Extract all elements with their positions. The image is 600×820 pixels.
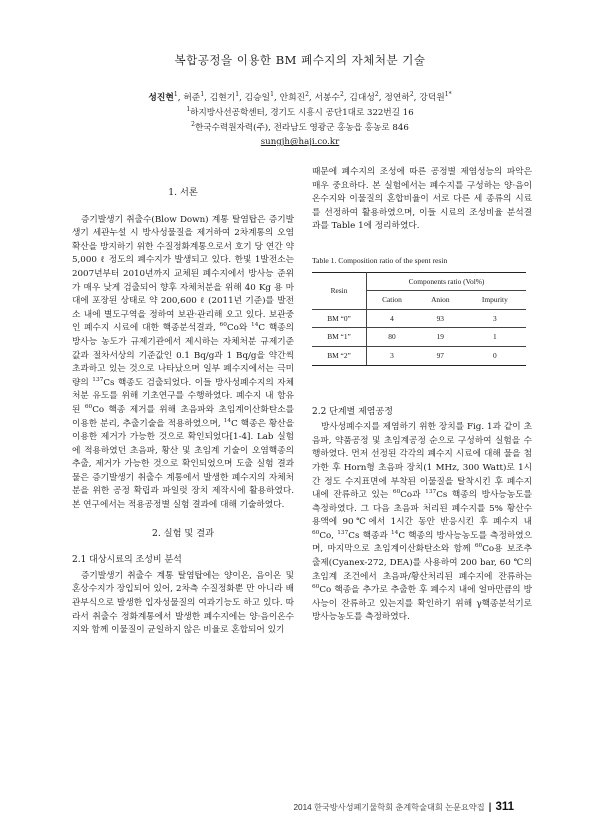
section-intro-heading: 1. 서론 — [168, 187, 198, 198]
composition-table — [312, 272, 526, 366]
exp-paragraph-1: 증기발생기 취출수 계통 탈염탑에는 양이온, 음이온 및 혼상수지가 장입되어 있어, 2차측 수질정화뿐 만 아니라 배관부식으로 발생한 입자성물질의 여과기능도 하고 있다. 따라서 취출수 정화계통에서 발생한 폐수지에는 양·음이온수지와 함께 이물질이 균일하지 않은 비율로 혼합되어 있기 — [72, 570, 294, 636]
affiliation-1-marker: 1 — [186, 106, 191, 114]
left-column — [72, 186, 294, 638]
affiliation-1 — [0, 106, 600, 118]
table-row: BM “0” 4 93 3 — [312, 309, 526, 328]
contact-email[interactable]: sungjh@haji.co.kr — [260, 137, 340, 147]
author-name: 김승일 — [244, 93, 271, 103]
affiliation-2-text: 한국수력원자력(주), 전라남도 영광군 홍농읍 홍농로 846 — [194, 123, 409, 133]
section-exp-heading: 2. 실험 및 결과 — [152, 527, 214, 539]
intro-paragraph: 증기발생기 취출수(Blow Down) 계통 탈염탑은 증기발생기 세관누설 시 방사성물질을 제거하여 2차계통의 오염확산을 방지하기 위한 수질정화계통으로서 호기 당 연간 약 5,000 ℓ 정도의 폐수지가 발생되고 있다. 한빛 1발전소는 2007년부터 2010년까지 교체된 폐수지에서 방사능 준위가 매우 낮게 검출되어 향후 자체처분을 위해 40 Kg 용 마대에 포장된 상태로 약 200,600 ℓ (2011년 기준)를 발전소 내에 별도구역을 정하여 보관·관리해 오고 있다. 보관중인 폐수지 시료에 대한 핵종분석결과, $^{60}$Co와 $^{14}$C 핵종의 방사능 농도가 규제기관에서 제시하는 자체처분 규제기준값과 절차서상의 기준값인 0.1 Bq/g과 1 Bq/g을 약간씩 초과하고 있는 것으로 나타났으며 일부 폐수지에서는 극미량의 $^{137}$Cs 핵종도 검출되었다. 이들 방사성폐수지의 자체처분 유도를 위해 기초연구를 수행하였다. 폐수지 내 함유된 $^{60}$Co 핵종 제거를 위해 초음파와 초임계이산화탄소를 이용한 분리, 추출기술을 적용하였으며, $^{14}$C 핵종은 황산을 이용한 제거가 가능한 것으로 확인되었다[1-4]. Lab 실험에 적용하였던 초음파, 황산 및 초임계 기술이 오염핵종의 추출, 제거가 가능한 것으로 확인되었으며 도출 실험 결과물은 증기발생기 취출수 계통에서 발생한 폐수지의 자체처분을 위한 공정 확립과 파일럿 장치 제작시에 활용하였다. 본 연구에서는 적용공정별 실험 결과에 대해 기술하였다. — [72, 214, 295, 511]
author-list: 성진현$^1$, 허준$^1$, 김현기$^1$, 김승일$^1$, 안희진$^2$, 서봉수$^2$, 김대성$^2$, 정연하$^2$, 강덕원$^{1*}$ — [148, 91, 452, 103]
author-affiliation-marker: 2 — [340, 91, 344, 99]
subsection-2-1-heading: 2.1 대상시료의 조성비 분석 — [72, 555, 182, 566]
author-affiliation-marker: 2 — [374, 91, 379, 99]
affiliation-1-text: 하지방사선공학센터, 경기도 시흥시 공단1대로 322번길 16 — [190, 108, 414, 118]
author-affiliation-marker: 1 — [200, 91, 205, 99]
iso-cs137: 137 — [92, 376, 104, 383]
author-affiliation-marker: 2 — [409, 91, 414, 99]
right-column — [312, 166, 532, 625]
page-footer — [293, 801, 514, 813]
exp-paragraph-2: 때문에 폐수지의 조성에 따른 공정별 제염성능의 파악은 매우 중요하다. 본 실험에서는 폐수지를 구성하는 양·음이온수지와 이물질의 혼합비율이 서로 다른 세 종류의 시료를 선정하여 활용하였으며, 이들 시료의 조성비율 분석결과를 Table 1에 정리하였다. — [312, 167, 532, 232]
footer-proceedings-text: 2014 한국방사성폐기물학회 춘계학술대회 논문요약집 — [293, 802, 485, 812]
author-affiliation-marker: 1 — [235, 91, 240, 99]
iso-co60: 60 — [219, 322, 227, 329]
table-header-impurity: Impurity — [464, 291, 526, 310]
exp-paragraph-3: 방사성폐수지를 제염하기 위한 장치를 Fig. 1과 같이 초음파, 약품공정 및 초임계공정 순으로 구성하여 실험을 수행하였다. 먼저 선정된 각각의 폐수지 시료에 대해 물을 첨가한 후 Horn형 초음파 장치(1 MHz, 300 Watt)로 1시간 정도 수지표면에 부착된 이물질을 탈착시킨 후 폐수지 내에 잔류하고 있는 $^{60}$Co과 $^{137}$Cs 핵종의 방사능농도를 측정하였다. 그 다음 초음파 처리된 폐수지를 5% 황산수용액에 90℃에서 1시간 동안 반응시킨 후 폐수지 내 $^{60}$Co, $^{137}$Cs 핵종과 $^{14}$C 핵종의 방사능농도를 측정하였으며, 마지막으로 초임계이산화탄소와 함께 $^{60}$Co용 보조추출제(Cyanex-272, DEA)를 사용하여 200 bar, 60 ℃의 초임계 조건에서 초음파/황산처리된 폐수지에 잔류하는 $^{60}$Co 핵종을 추가로 추출한 후 폐수지 내에 얼마만큼의 방사능이 잔류하고 있는지를 확인하기 위해 γ핵종분석기로 방사능농도를 측정하였다. — [312, 422, 533, 623]
iso-co60: 60 — [84, 404, 93, 411]
author-affiliation-marker: 1 — [270, 91, 274, 99]
author-name: 김현기 — [209, 93, 236, 103]
affiliation-2-marker: 2 — [191, 121, 195, 129]
author-name: 강덕원 — [419, 93, 445, 103]
author-affiliation-marker: 1 — [173, 91, 178, 99]
author-name: 정연하 — [384, 93, 410, 103]
table-header-cation: Cation — [367, 291, 417, 310]
table-header-resin: Resin — [312, 272, 367, 309]
iso-c14: 14 — [223, 417, 232, 424]
table-row: BM “2” 3 97 0 — [312, 346, 526, 365]
footer-divider: | — [488, 801, 492, 813]
subsection-2-2-heading: 2.2 단계별 제염공정 — [312, 406, 393, 417]
author-name: 허준 — [183, 93, 201, 103]
author-name: 김대성 — [349, 93, 375, 103]
paper-title: 복합공정을 이용한 BM 폐수지의 자체처분 기술 — [174, 53, 426, 67]
author-affiliation-marker: 1* — [444, 91, 452, 99]
table-header-anion: Anion — [417, 291, 464, 310]
author-affiliation-marker: 2 — [305, 91, 309, 99]
affiliation-2 — [0, 121, 600, 133]
iso-c14: 14 — [251, 322, 259, 329]
author-name: 서봉수 — [314, 93, 340, 103]
table-header-group: Components ratio (Vol%) — [367, 272, 527, 291]
author-name: 성진현 — [148, 93, 174, 103]
author-name: 안희진 — [279, 93, 306, 103]
table-row: BM “1” 80 19 1 — [312, 328, 526, 347]
page-number: 311 — [495, 801, 514, 813]
table-1-caption: Table 1. Composition ratio of the spent resin — [312, 255, 448, 265]
